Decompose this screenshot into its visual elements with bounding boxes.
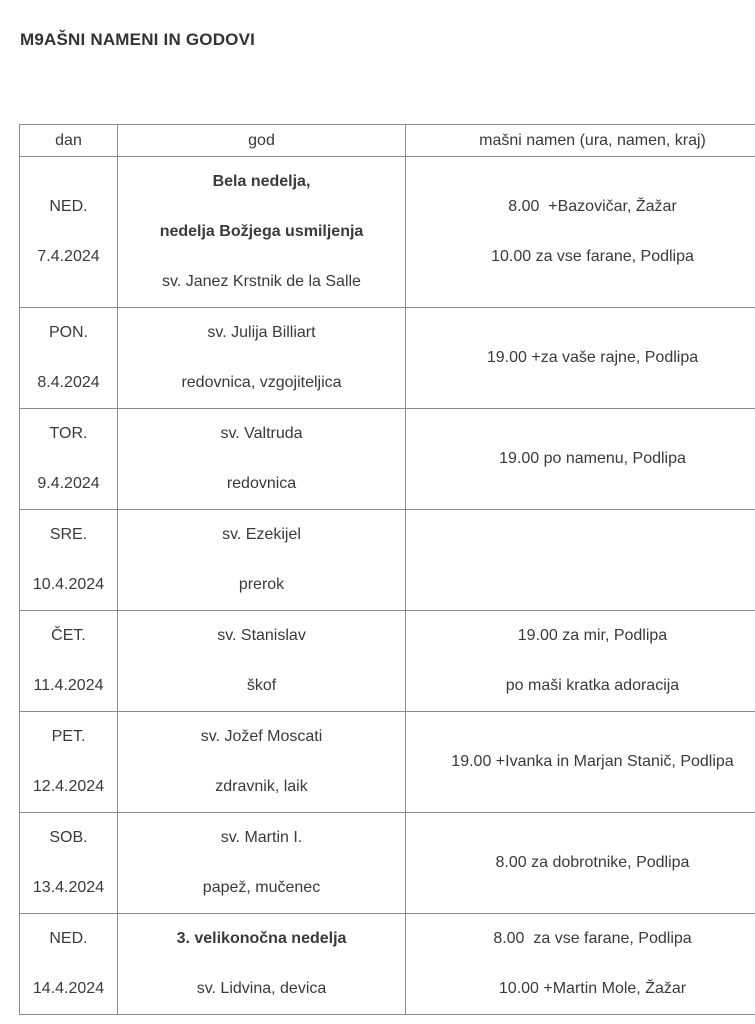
day-cell	[20, 409, 118, 510]
day-cell	[20, 611, 118, 712]
mass-intention-line: 19.00 +za vaše rajne, Podlipa	[486, 349, 699, 366]
mass-intention-line: 10.00 +Martin Mole, Žažar	[498, 980, 687, 997]
feast-line: redovnica	[226, 475, 297, 492]
table-row	[20, 813, 755, 914]
feast-line: sv. Martin I.	[220, 829, 303, 846]
day-name: NED.	[49, 930, 88, 947]
day-date: 10.4.2024	[32, 576, 105, 593]
feast-cell	[118, 611, 406, 712]
table-row	[20, 409, 755, 510]
mass-intention-line: po maši kratka adoracija	[505, 677, 680, 694]
day-name: TOR.	[49, 425, 88, 442]
mass-intention-line: 8.00 za vse farane, Podlipa	[493, 930, 692, 947]
feast-line: nedelja Božjega usmiljenja	[159, 223, 364, 240]
feast-line: sv. Lidvina, devica	[196, 980, 327, 997]
table-row	[20, 510, 755, 611]
mass-intention-line: 19.00 za mir, Podlipa	[517, 627, 668, 644]
day-name: SRE.	[49, 526, 88, 543]
feast-cell	[118, 510, 406, 611]
day-date: 9.4.2024	[37, 475, 100, 492]
mass-intention-cell	[406, 712, 755, 813]
day-cell	[20, 914, 118, 1015]
feast-line: sv. Jožef Moscati	[200, 728, 323, 745]
table-row	[20, 157, 755, 308]
mass-schedule-table	[19, 124, 755, 1015]
mass-intention-line: 8.00 za dobrotnike, Podlipa	[495, 854, 690, 871]
mass-intention-cell	[406, 914, 755, 1015]
day-date: 7.4.2024	[37, 248, 100, 265]
feast-cell	[118, 914, 406, 1015]
feast-cell	[118, 409, 406, 510]
feast-cell	[118, 712, 406, 813]
feast-line: sv. Janez Krstnik de la Salle	[162, 273, 361, 290]
feast-cell	[118, 157, 406, 308]
day-cell	[20, 157, 118, 308]
mass-intention-cell	[406, 157, 755, 308]
mass-intention-line: 19.00 +Ivanka in Marjan Stanič, Podlipa	[451, 753, 734, 770]
feast-line: škof	[246, 677, 277, 694]
header-mass-intention: mašni namen (ura, namen, kraj)	[406, 125, 755, 157]
mass-intention-cell	[406, 308, 755, 409]
feast-cell	[118, 813, 406, 914]
day-date: 12.4.2024	[32, 778, 105, 795]
table-body	[20, 157, 755, 1015]
mass-intention-cell	[406, 813, 755, 914]
header-day: dan	[20, 125, 118, 157]
day-name: NED.	[49, 198, 88, 215]
header-feast: god	[118, 125, 406, 157]
feast-line: zdravnik, laik	[215, 778, 308, 795]
feast-line: prerok	[238, 576, 285, 593]
day-date: 8.4.2024	[37, 374, 100, 391]
day-name: SOB.	[49, 829, 88, 846]
day-date: 11.4.2024	[33, 677, 104, 694]
day-cell	[20, 712, 118, 813]
day-cell	[20, 813, 118, 914]
feast-line: Bela nedelja,	[212, 173, 311, 190]
mass-intention-cell	[406, 611, 755, 712]
mass-intention-cell	[406, 510, 755, 611]
mass-intention-line: 19.00 po namenu, Podlipa	[499, 450, 686, 467]
mass-intention-cell	[406, 409, 755, 510]
page-title: M9AŠNI NAMENI IN GODOVI	[20, 30, 256, 49]
day-date: 14.4.2024	[32, 980, 105, 997]
feast-line: papež, mučenec	[202, 879, 321, 896]
feast-line: redovnica, vzgojiteljica	[181, 374, 342, 391]
feast-line: sv. Valtruda	[220, 425, 303, 442]
feast-line: sv. Julija Billiart	[207, 324, 316, 341]
table-header-row	[20, 125, 755, 157]
mass-intention-line: 8.00 +Bazovičar, Žažar	[508, 198, 677, 215]
feast-line: sv. Stanislav	[217, 627, 306, 644]
day-date: 13.4.2024	[32, 879, 105, 896]
day-name: PET.	[51, 728, 86, 745]
day-cell	[20, 510, 118, 611]
day-name: ČET.	[51, 627, 86, 644]
feast-cell	[118, 308, 406, 409]
table-row	[20, 611, 755, 712]
mass-intention-line: 10.00 za vse farane, Podlipa	[491, 248, 694, 265]
table-row	[20, 712, 755, 813]
feast-line: 3. velikonočna nedelja	[176, 930, 347, 947]
day-cell	[20, 308, 118, 409]
table-row	[20, 308, 755, 409]
day-name: PON.	[48, 324, 89, 341]
mass-schedule-table-wrapper	[19, 124, 755, 1015]
feast-line: sv. Ezekijel	[222, 526, 301, 543]
table-row	[20, 914, 755, 1015]
